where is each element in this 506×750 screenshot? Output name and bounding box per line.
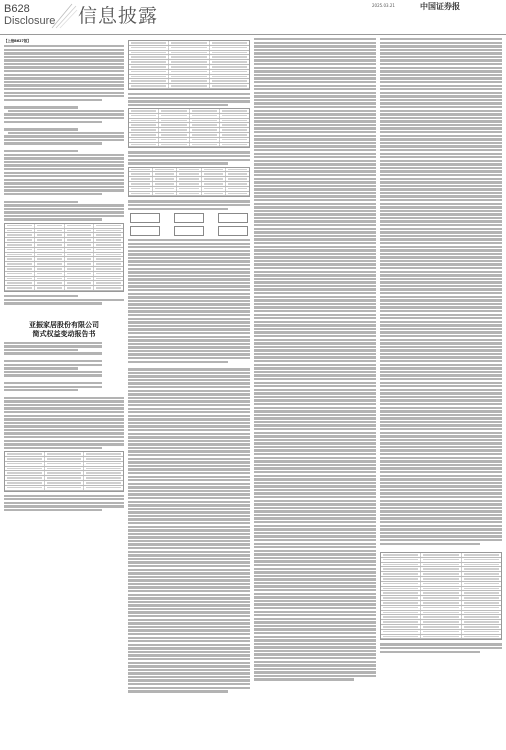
masthead [0,0,506,34]
table [128,40,250,90]
report-cover-block [4,342,124,449]
table [4,451,124,491]
report-title-line-1: 亚振家居股份有限公司 [29,319,99,329]
column-2 [128,38,250,694]
diagonal-lines-decoration-icon [50,2,78,30]
column-1 [4,38,124,512]
newspaper-name: 中国证券报 [420,1,460,11]
issue-date: 2025.03.21 [372,3,395,8]
continued-header: 【上接B627版】 [4,39,31,43]
section-english-name: Disclosure [4,15,56,27]
table [4,223,124,292]
table [128,167,250,198]
column-4 [380,38,502,654]
masthead-rule [0,34,506,35]
report-title-line-2: 简式权益变动报告书 [32,328,96,338]
section-title: 信息披露 [78,5,159,27]
body-text-block [4,45,124,221]
table [128,108,250,148]
ownership-structure-diagram [128,213,250,223]
page-code: B628 [4,3,30,15]
column-3 [254,38,376,682]
table [380,552,502,640]
ownership-structure-diagram [128,226,250,236]
